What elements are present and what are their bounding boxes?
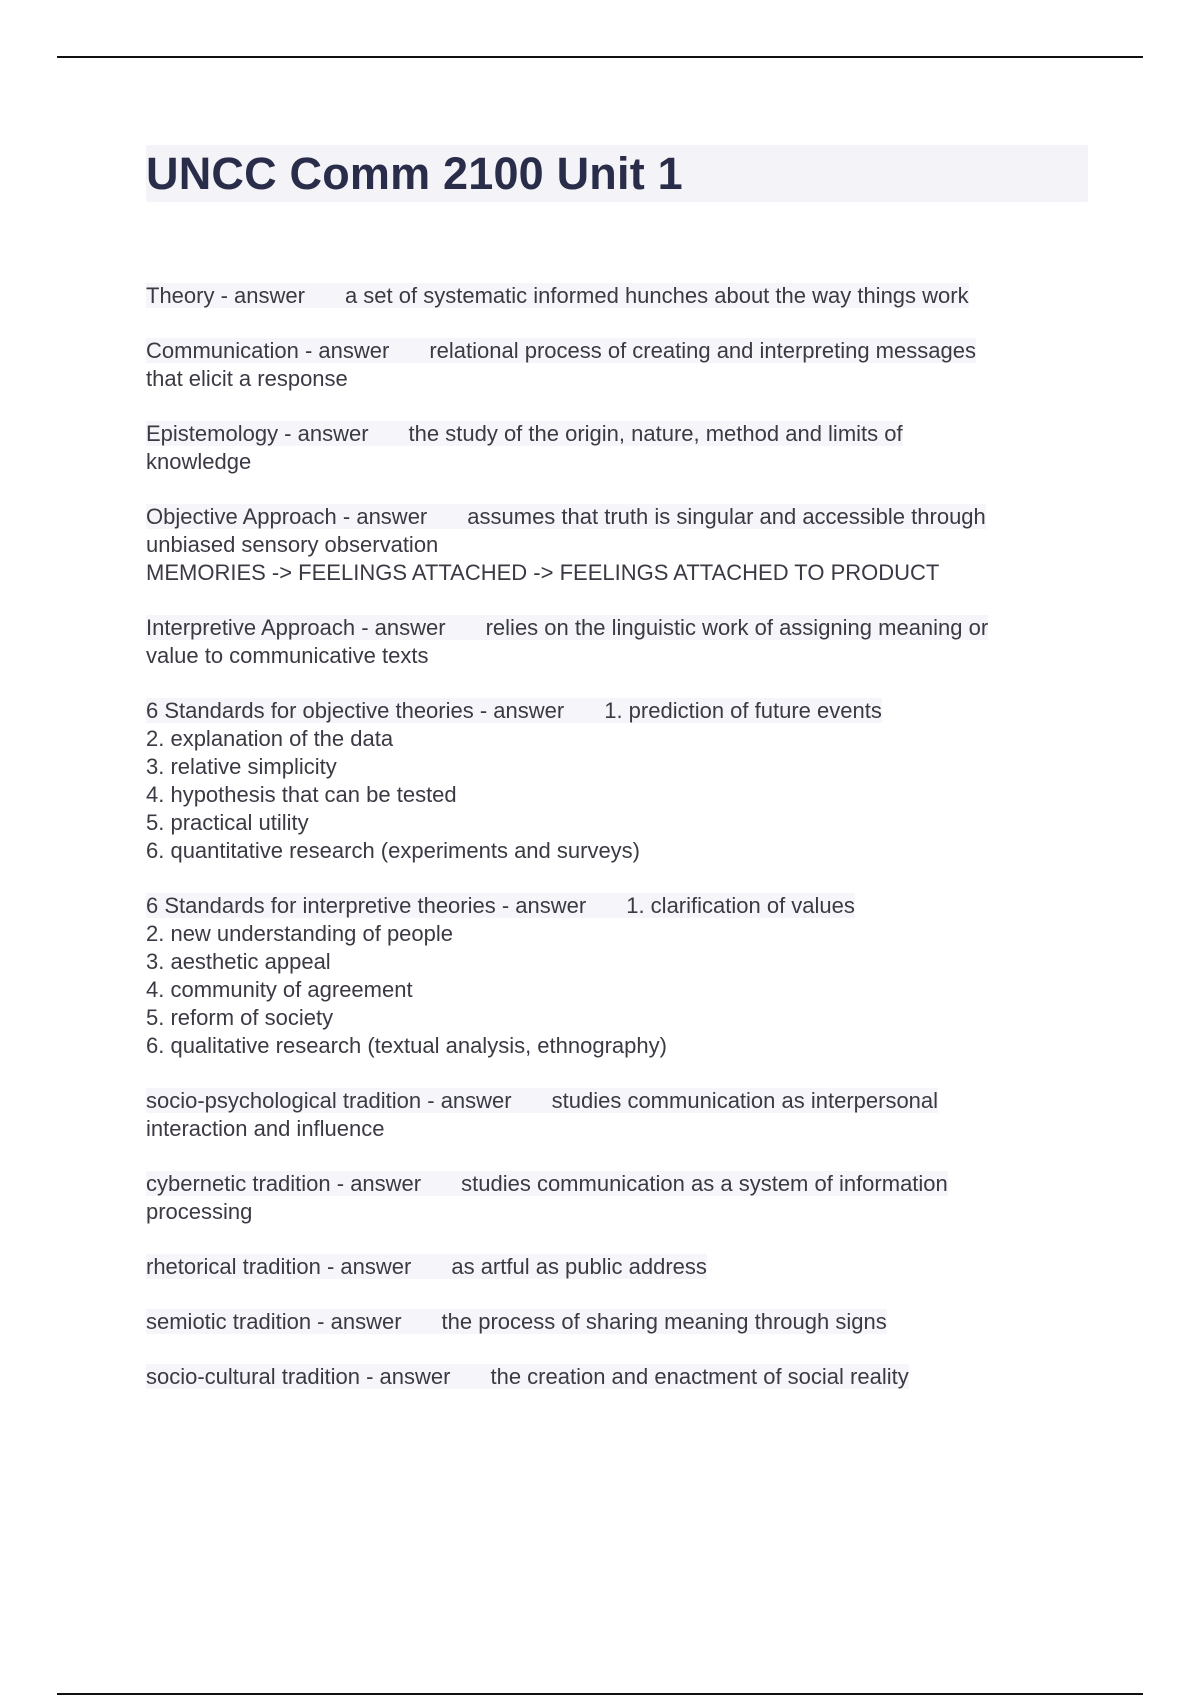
flashcard-answer-line	[146, 1115, 1086, 1143]
flashcard-answer-text: value to communicative texts	[146, 643, 429, 668]
flashcard-entry	[146, 892, 1086, 1060]
flashcard-first-line	[146, 892, 1086, 920]
flashcard-first-line	[146, 503, 1086, 531]
flashcard-first-line	[146, 697, 1086, 725]
flashcard-first-line	[146, 1170, 1086, 1198]
flashcard-answer-line	[146, 781, 1086, 809]
flashcard-first-line	[146, 282, 1086, 310]
flashcard-first-line	[146, 1087, 1086, 1115]
flashcard-highlight	[146, 698, 882, 723]
top-rule	[57, 56, 1143, 58]
flashcard-answer-text: that elicit a response	[146, 366, 348, 391]
flashcard-highlight	[146, 504, 986, 529]
flashcard-highlight	[146, 421, 903, 446]
flashcard-answer-text: knowledge	[146, 449, 252, 474]
flashcard-answer-text: 4. community of agreement	[146, 977, 413, 1002]
flashcard-answer-text: the creation and enactment of social reality	[490, 1364, 909, 1389]
flashcard-entry	[146, 614, 1086, 670]
bottom-rule	[57, 1693, 1143, 1695]
flashcard-term: rhetorical tradition - answer	[146, 1254, 412, 1279]
flashcard-term: Interpretive Approach - answer	[146, 615, 446, 640]
flashcard-answer-text: 1. clarification of values	[626, 893, 855, 918]
flashcard-answer-text: studies communication as a system of information	[461, 1171, 948, 1196]
flashcard-highlight	[146, 1171, 948, 1196]
flashcard-highlight	[146, 1088, 938, 1113]
flashcard-first-line	[146, 1363, 1086, 1391]
flashcard-entry	[146, 282, 1086, 310]
flashcard-answer-line	[146, 753, 1086, 781]
flashcard-entry	[146, 1170, 1086, 1226]
flashcard-term: semiotic tradition - answer	[146, 1309, 402, 1334]
flashcard-entry	[146, 1308, 1086, 1336]
page-title: UNCC Comm 2100 Unit 1	[146, 148, 683, 199]
flashcard-term: socio-cultural tradition - answer	[146, 1364, 451, 1389]
flashcard-highlight	[146, 1309, 887, 1334]
flashcard-highlight	[146, 1254, 707, 1279]
flashcard-term: 6 Standards for interpretive theories - answer	[146, 893, 587, 918]
flashcard-answer-text: 6. qualitative research (textual analysis, ethnography)	[146, 1033, 667, 1058]
flashcard-answer-line	[146, 837, 1086, 865]
flashcard-answer-text: processing	[146, 1199, 253, 1224]
flashcard-entry	[146, 1087, 1086, 1143]
flashcard-answer-text: assumes that truth is singular and accessible through	[467, 504, 986, 529]
flashcard-entry	[146, 337, 1086, 393]
flashcard-first-line	[146, 420, 1086, 448]
flashcard-answer-text: relies on the linguistic work of assigning meaning or	[485, 615, 989, 640]
flashcard-entry	[146, 1253, 1086, 1281]
flashcard-term: Objective Approach - answer	[146, 504, 428, 529]
flashcard-entry	[146, 697, 1086, 865]
flashcard-answer-text: unbiased sensory observation	[146, 532, 439, 557]
flashcard-answer-line	[146, 531, 1086, 559]
flashcard-answer-text: 1. prediction of future events	[604, 698, 882, 723]
flashcard-entry	[146, 503, 1086, 587]
flashcard-first-line	[146, 337, 1086, 365]
flashcard-answer-text: 3. aesthetic appeal	[146, 949, 331, 974]
flashcard-answer-text: relational process of creating and interpreting messages	[429, 338, 976, 363]
flashcard-term: cybernetic tradition - answer	[146, 1171, 422, 1196]
flashcard-entry	[146, 1363, 1086, 1391]
flashcard-answer-line	[146, 642, 1086, 670]
flashcard-answer-line	[146, 559, 1086, 587]
flashcard-answer-text: the study of the origin, nature, method and limits of	[408, 421, 903, 446]
flashcard-answer-line	[146, 448, 1086, 476]
flashcard-highlight	[146, 615, 988, 640]
flashcard-answer-text: studies communication as interpersonal	[551, 1088, 939, 1113]
flashcard-answer-text: interaction and influence	[146, 1116, 385, 1141]
flashcard-answer-line	[146, 920, 1086, 948]
flashcard-answer-line	[146, 1004, 1086, 1032]
flashcard-answer-line	[146, 1198, 1086, 1226]
flashcard-answer-text: 2. explanation of the data	[146, 726, 394, 751]
flashcard-first-line	[146, 1253, 1086, 1281]
flashcard-answer-text: 2. new understanding of people	[146, 921, 454, 946]
flashcard-first-line	[146, 614, 1086, 642]
flashcard-answer-text: a set of systematic informed hunches about the way things work	[344, 283, 969, 308]
flashcard-answer-text: 6. quantitative research (experiments and surveys)	[146, 838, 641, 863]
flashcard-answer-line	[146, 976, 1086, 1004]
flashcard-entry	[146, 420, 1086, 476]
flashcard-answer-text: 4. hypothesis that can be tested	[146, 782, 457, 807]
flashcard-answer-text: 5. practical utility	[146, 810, 309, 835]
flashcard-answer-text: as artful as public address	[451, 1254, 707, 1279]
flashcard-term: Communication - answer	[146, 338, 390, 363]
flashcard-highlight	[146, 893, 855, 918]
flashcard-answer-line	[146, 948, 1086, 976]
flashcard-term: Epistemology - answer	[146, 421, 369, 446]
flashcard-first-line	[146, 1308, 1086, 1336]
flashcard-term: 6 Standards for objective theories - answer	[146, 698, 565, 723]
flashcard-term: socio-psychological tradition - answer	[146, 1088, 512, 1113]
flashcard-answer-text: 5. reform of society	[146, 1005, 334, 1030]
flashcard-answer-line	[146, 365, 1086, 393]
flashcard-answer-line	[146, 809, 1086, 837]
flashcard-answer-text: 3. relative simplicity	[146, 754, 337, 779]
flashcard-highlight	[146, 338, 976, 363]
flashcard-answer-line	[146, 1032, 1086, 1060]
flashcard-list	[146, 282, 1086, 1418]
flashcard-highlight	[146, 283, 969, 308]
flashcard-term: Theory - answer	[146, 283, 305, 308]
flashcard-highlight	[146, 1364, 909, 1389]
flashcard-answer-text: the process of sharing meaning through signs	[441, 1309, 887, 1334]
flashcard-answer-line	[146, 725, 1086, 753]
flashcard-answer-text: MEMORIES -> FEELINGS ATTACHED -> FEELINGS ATTACHED TO PRODUCT	[146, 560, 940, 585]
